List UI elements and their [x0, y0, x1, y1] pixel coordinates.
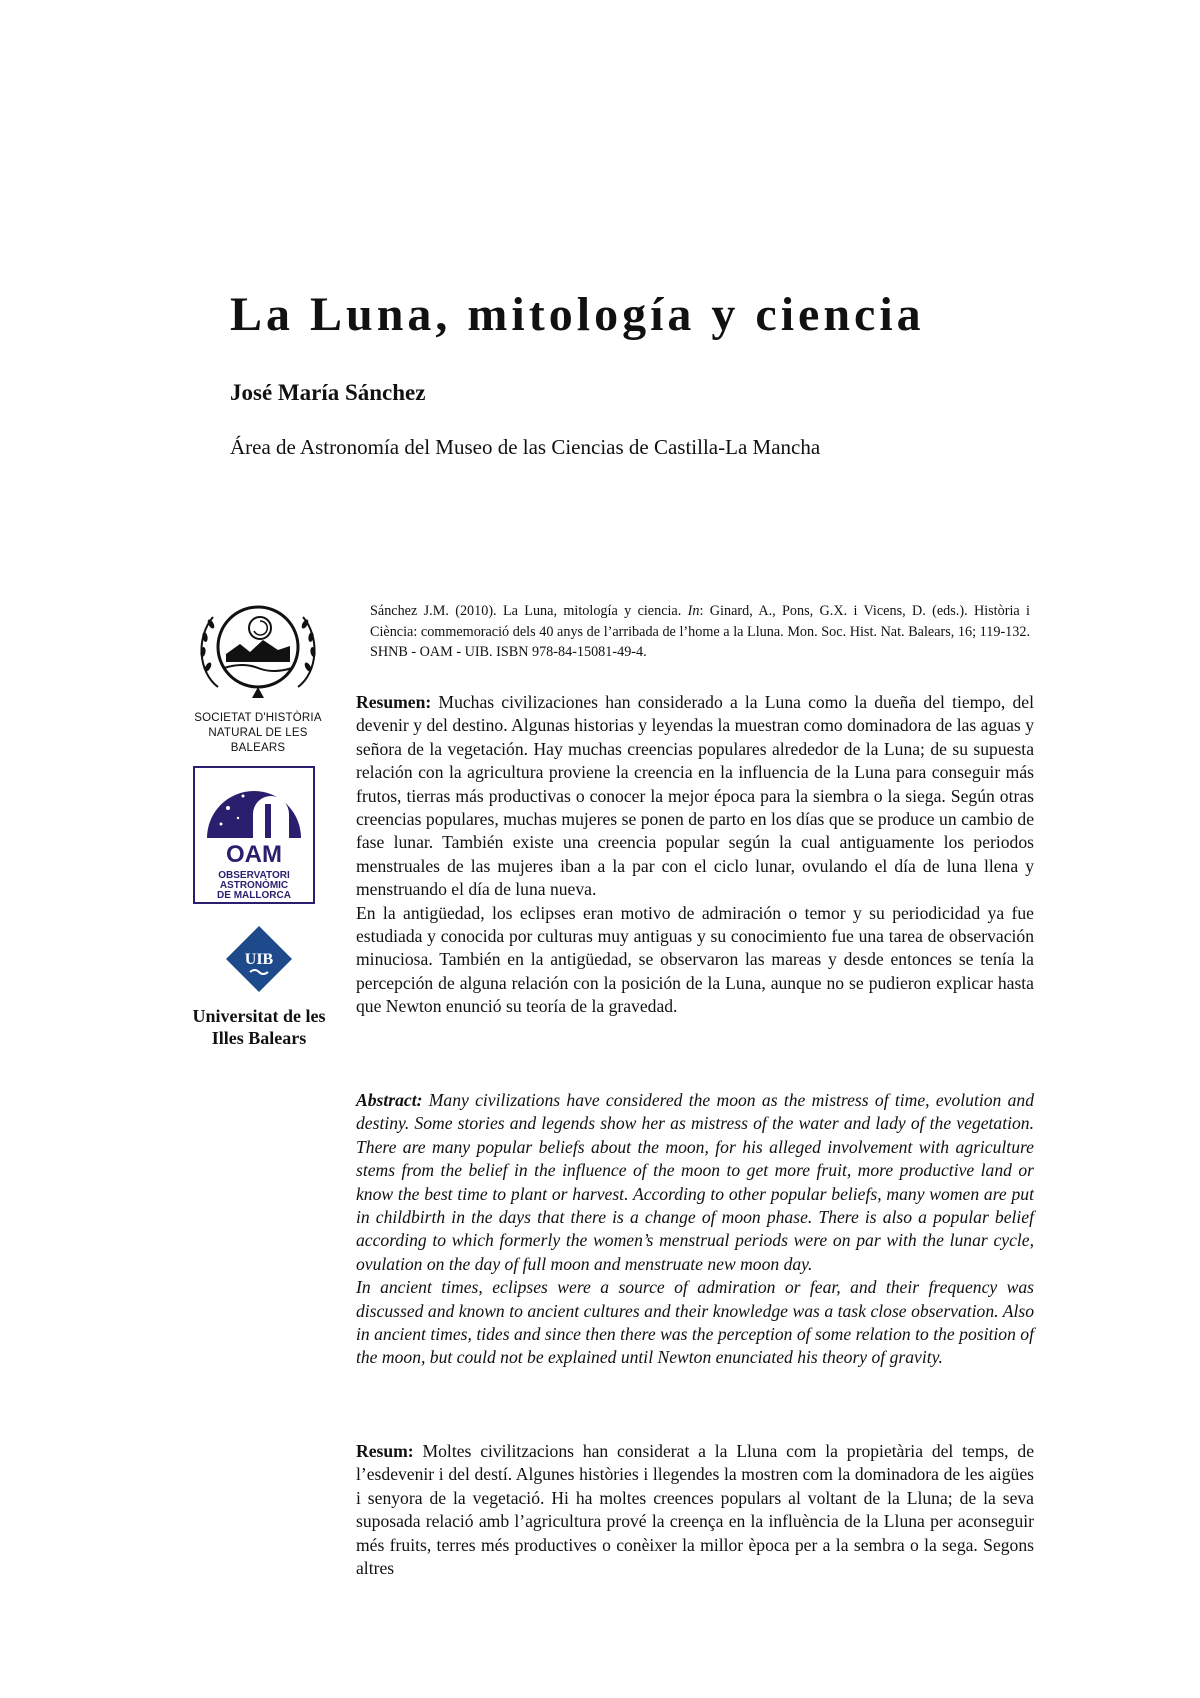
uib-caption-line2: Illes Balears	[211, 1028, 307, 1048]
citation-block	[370, 601, 1030, 663]
oam-abbreviation: OAM	[226, 841, 282, 868]
citation-text-1: Sánchez J.M. (2010). La Luna, mitología y ciencia.	[370, 603, 688, 619]
abstract-text-1: Many civilizations have considered the moon as the mistress of time, evolution and destiny. Some stories and legends show her as mistress of the water and lady of the vegetation. There are many popular beliefs about the moon, for his alleged involvement with agriculture stems from the belief in the influence of the moon to get more fruit, more productive land or know the best time to plant or harvest. According to other popular beliefs, many women are put in childbirth in the days that there is a change of moon phase. There is also a popular belief according to which formerly the women’s menstrual periods were on par with the lunar cycle, ovulation on the day of full moon and menstruate new moon day.	[356, 1090, 1034, 1274]
resum-text-1: Moltes civilitzacions han considerat a la Lluna com la propietària del temps, de l’esdevenir i del destí. Algunes històries i llegendes la mostren com la dominadora de les aigües i senyora de la vegetació. Hi ha moltes creences populars al voltant de la Lluna; de la seva suposada relació amb l’agricultura prové la creença en la influència de la Lluna per aconseguir més fruits, terres més productives o conèixer la millor època per a la sembra o la sega. Segons altres	[356, 1441, 1034, 1579]
citation-text-2: : Ginard, A., Pons, G.X. i Vicens, D. (eds.). Història i Ciència: commemoració dels 40 anys de l’arribada de l’home a la Lluna. Mon. Soc. Hist. Nat. Balears, 16; 119-132. SHNB - OAM - UIB. ISBN 978-84-15081-49-4.	[370, 603, 1030, 660]
resum-section	[356, 1440, 1034, 1580]
uib-diamond-icon	[224, 924, 294, 994]
abstract-paragraph-1	[356, 1089, 1034, 1276]
uib-caption-line1: Universitat de les	[192, 1006, 326, 1026]
paper-title: La Luna, mitología y ciencia	[230, 288, 925, 341]
resum-paragraph-1	[356, 1440, 1034, 1580]
abstract-label: Abstract:	[356, 1090, 423, 1110]
oam-caption-line1: OBSERVATORI	[218, 870, 290, 881]
citation-in-label: In	[687, 603, 700, 619]
oam-logo	[193, 766, 315, 904]
shnb-logo	[188, 592, 328, 756]
resumen-section	[356, 691, 1034, 1019]
resumen-text-1: Muchas civilizaciones han considerado a la Luna como la dueña del tiempo, del devenir y del destino. Algunas historias y leyendas la muestran como dominadora de las aguas y señora de la vegetación. Hay muchas creencias populares alrededor de la Luna; de su supuesta relación con la agricultura proviene la creencia en la influencia de la Luna para conseguir más frutos, tierras más productivas o conocer la mejor época para la siembra o la siega. Según otras creencias populares, muchas mujeres se ponen de parto en los días que se produce un cambio de fase lunar. También existe una creencia popular según la cual antiguamente los periodos menstruales de las mujeres iban a la par con el ciclo lunar, ovulando el día de luna llena y menstruando el día de luna nueva.	[356, 692, 1034, 900]
abstract-section	[356, 1089, 1034, 1370]
shnb-caption-line1: SOCIETAT D'HISTÒRIA	[194, 712, 322, 724]
resumen-paragraph-1	[356, 691, 1034, 902]
shnb-emblem-icon	[188, 592, 328, 704]
resum-label: Resum:	[356, 1441, 414, 1461]
uib-logo	[170, 924, 348, 1049]
author-affiliation: Área de Astronomía del Museo de las Ciencias de Castilla-La Mancha	[230, 435, 821, 459]
author-name: José María Sánchez	[230, 380, 426, 405]
oam-caption-line2: ASTRONÒMIC	[219, 880, 289, 891]
shnb-caption-line2: NATURAL DE LES BALEARS	[208, 727, 308, 754]
uib-abbreviation: UIB	[244, 951, 274, 968]
resumen-paragraph-2: En la antigüedad, los eclipses eran motivo de admiración o temor y su periodicidad ya fue estudiada y conocida por culturas muy antiguas y su conocimiento fue una tarea de observación minuciosa. También en la antigüedad, se observaron las mareas y desde entonces se tenía la percepción de alguna relación con la posición de la Luna, aunque no se pudieron explicar hasta que Newton enunció su teoría de la gravedad.	[356, 902, 1034, 1017]
abstract-paragraph-2: In ancient times, eclipses were a source of admiration or fear, and their frequency was discussed and known to ancient cultures and their knowledge was a task close observation. Also in ancient times, tides and since then there was the perception of some relation to the position of the moon, but could not be explained until Newton enunciated his theory of gravity.	[356, 1277, 1034, 1368]
oam-caption-line3: DE MALLORCA	[217, 890, 291, 901]
resumen-label: Resumen:	[356, 692, 432, 712]
